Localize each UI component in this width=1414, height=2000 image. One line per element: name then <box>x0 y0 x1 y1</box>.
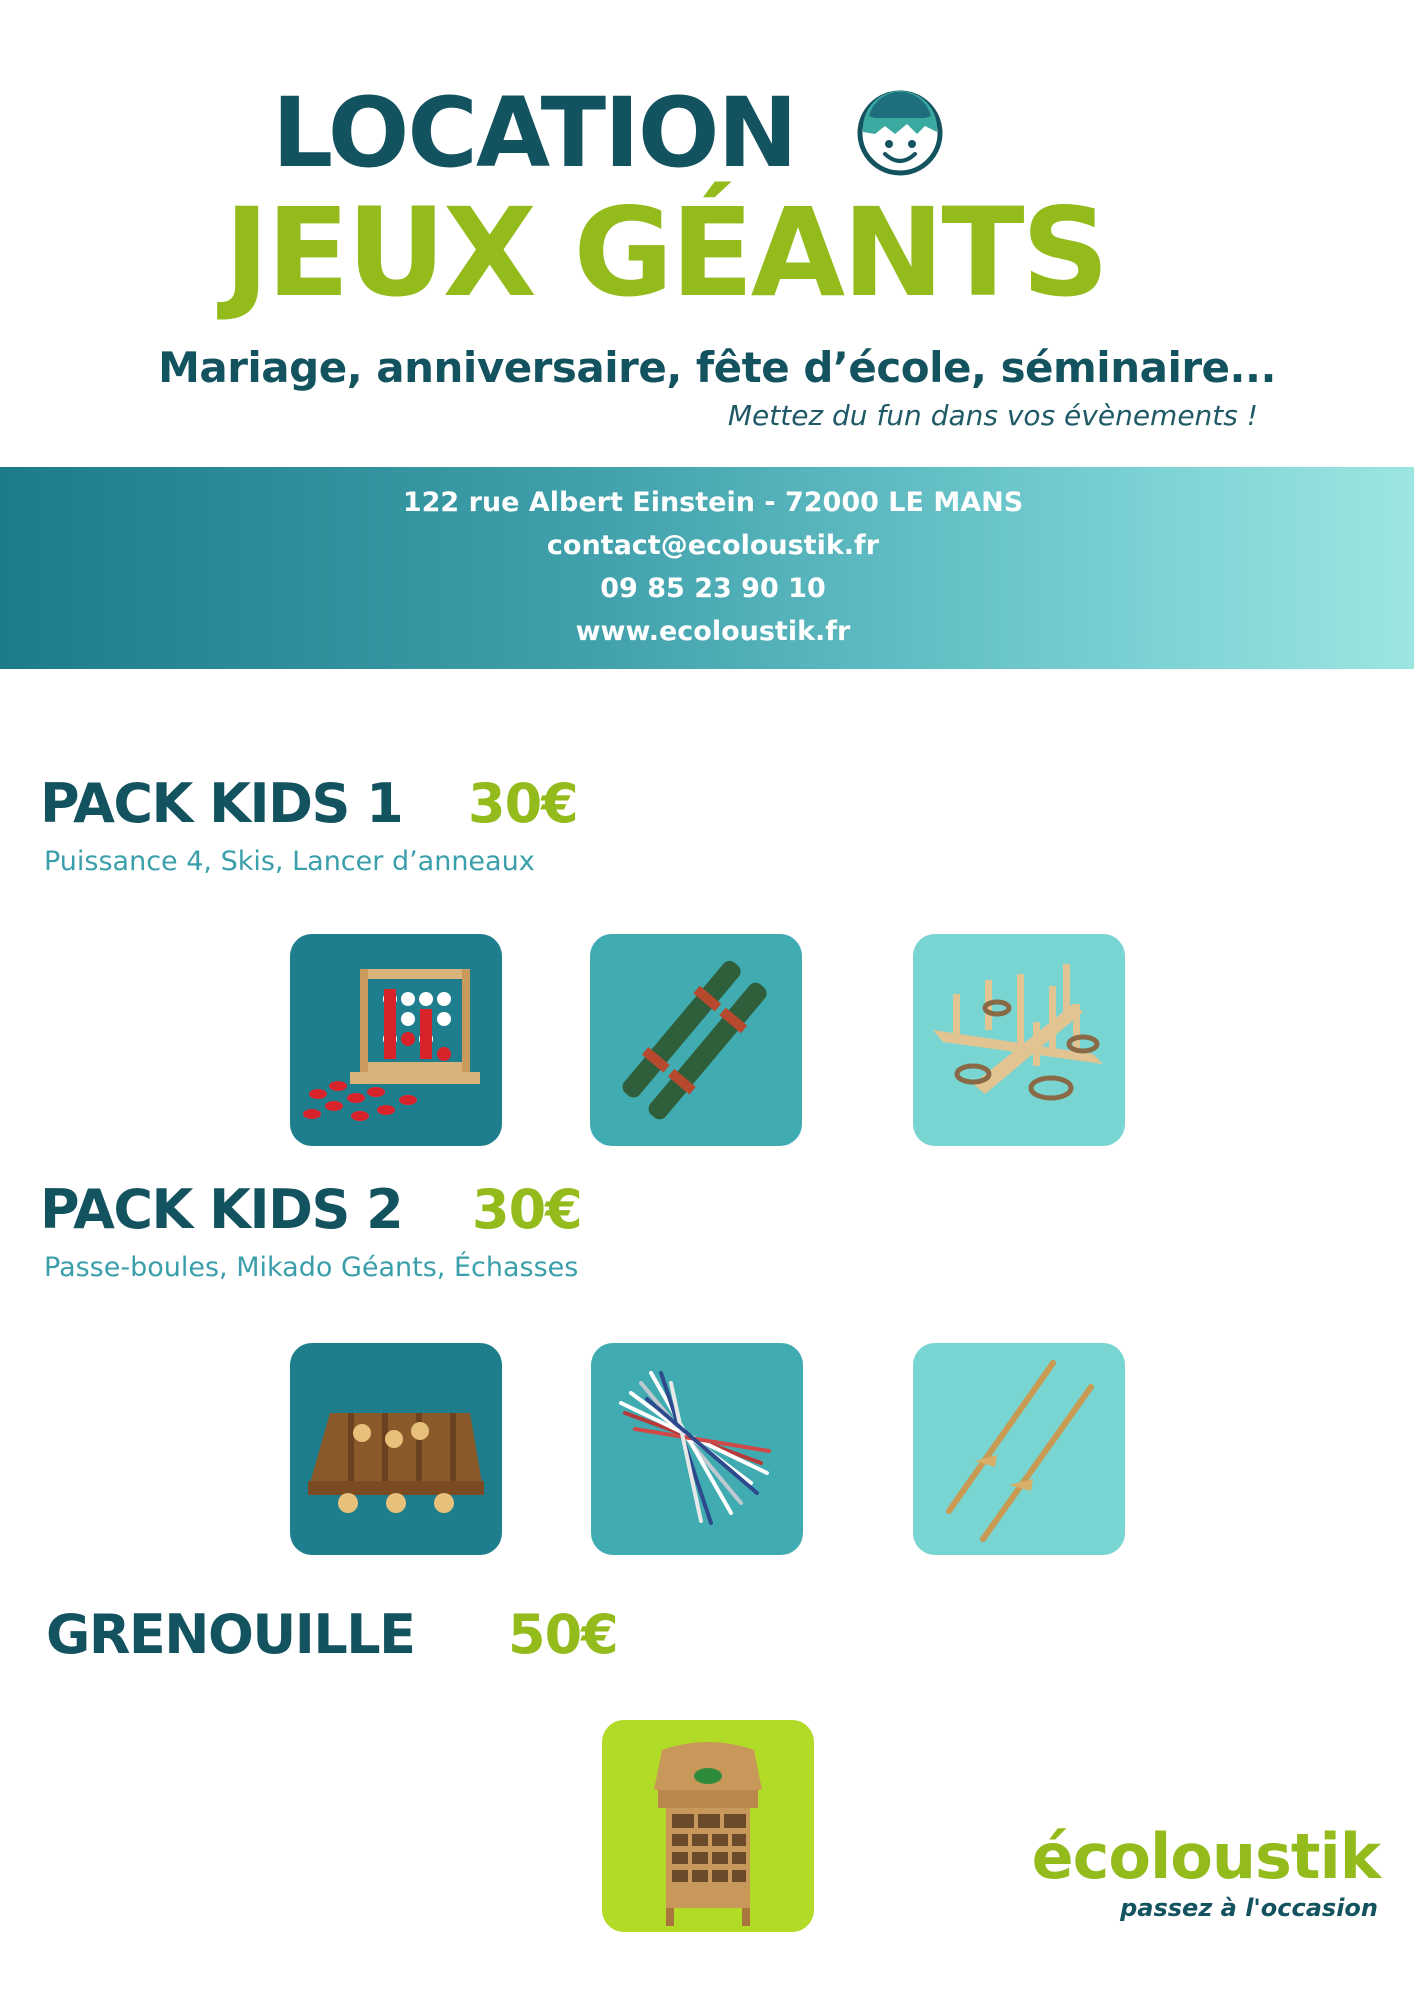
pack-kids-1-price: 30€ <box>468 772 578 835</box>
tagline: Mettez du fun dans vos évènements ! <box>727 399 1258 432</box>
pack-kids-2-title: PACK KIDS 2 <box>40 1178 403 1241</box>
ring-toss-image <box>913 934 1125 1146</box>
connect-four-game-image <box>290 934 502 1146</box>
giant-mikado-image <box>591 1343 803 1555</box>
brand-tagline: passez à l'occasion <box>1120 1894 1378 1922</box>
title-location: LOCATION <box>272 77 796 189</box>
event-types-subtitle: Mariage, anniversaire, fête d’école, séminaire... <box>158 343 1276 392</box>
pack-kids-2-price: 30€ <box>472 1178 582 1241</box>
title-jeux-geants: JEUX GÉANTS <box>224 182 1107 324</box>
passe-boules-image <box>290 1343 502 1555</box>
giant-skis-image <box>590 934 802 1146</box>
pack-kids-1-description: Puissance 4, Skis, Lancer d’anneaux <box>44 846 535 877</box>
grenouille-title: GRENOUILLE <box>46 1603 415 1666</box>
pack-kids-2-description: Passe-boules, Mikado Géants, Échasses <box>44 1252 579 1283</box>
ecoloustik-logo: écoloustik <box>1031 1820 1380 1893</box>
contact-website[interactable]: www.ecoloustik.fr <box>575 616 851 647</box>
mascot-face-icon <box>855 88 945 178</box>
contact-address: 122 rue Albert Einstein - 72000 LE MANS <box>402 487 1024 518</box>
grenouille-price: 50€ <box>508 1603 618 1666</box>
contact-band <box>0 467 1414 669</box>
stilts-image <box>913 1343 1125 1555</box>
contact-phone[interactable]: 09 85 23 90 10 <box>600 573 826 604</box>
contact-email[interactable]: contact@ecoloustik.fr <box>546 530 880 561</box>
pack-kids-1-title: PACK KIDS 1 <box>40 772 403 835</box>
grenouille-game-image <box>602 1720 814 1932</box>
